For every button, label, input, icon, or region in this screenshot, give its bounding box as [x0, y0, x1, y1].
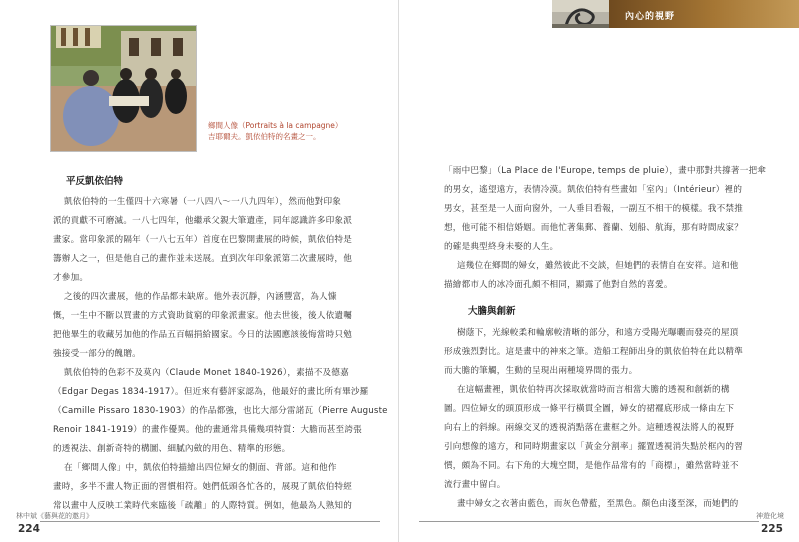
- image-caption: [208, 120, 343, 142]
- text-line: 慨，一生中不斷以買畫的方式資助貧窮的印象派畫家。他去世後，後人依遺囑: [53, 311, 352, 321]
- caption-line: 鄉間人像（Portraits à la campagne）: [208, 121, 343, 130]
- page-number: 225: [761, 523, 783, 535]
- chapter-title: 內心的視野: [625, 12, 676, 22]
- text-line: 的男女，遙望遠方，表情冷漠。凱依伯特有些畫如「室內」（Intérieur）裡的: [444, 185, 743, 195]
- text-line: 而大膽的筆觸，生動的呈現出兩種境界間的張力。: [444, 366, 638, 376]
- left-page: [0, 0, 399, 542]
- text-line: 樹蔭下，光線較柔和輪廓較清晰的部分，和遠方受陽光曝曬而發亮的屋頂: [457, 328, 739, 338]
- text-line: （Camille Pissaro 1830-1903）的作品都強，也比大部分雷諾瓦（Pierre Auguste: [53, 406, 388, 416]
- footer-rule: [419, 521, 759, 522]
- text-line: 流行畫中留白。: [444, 480, 506, 490]
- text-line: 引向想像的遠方，和同時期畫家以「黃金分割率」擺置透視消失點於框內的習: [444, 442, 743, 452]
- section-heading: 平反凱依伯特: [66, 176, 124, 187]
- text-line: 才參加。: [53, 273, 89, 283]
- text-line: 常以畫中人反映工業時代來臨後「疏離」的人際特質。例如，他最為人熟知的: [53, 501, 352, 511]
- text-line: 在「鄉間人像」中，凱依伯特描繪出四位婦女的側面、背部。這和他作: [64, 463, 337, 473]
- text-line: 籌辦人之一，但是他自己的畫作並未送展。直到次年印象派第二次畫展時，他: [53, 254, 352, 264]
- text-line: 把他畢生的收藏另加他的作品五百幅捐給國家。今日的法國應該後悔當時只勉: [53, 330, 352, 340]
- page-number: 224: [18, 523, 40, 535]
- text-line: 圖。四位婦女的頭頂形成一條平行橫貫全圖，婦女的裙襬底形成一條由左下: [444, 404, 735, 414]
- text-line: 派的貢獻不可磨滅。一八七四年，他繼承父親大筆遺產，同年認識許多印象派: [53, 216, 352, 226]
- text-line: 想，他可能不相信婚姻。而他忙著集郵、養蘭、划船、航海，那有時間成家？: [444, 223, 743, 233]
- text-line: 男女，甚至是一人面向窗外，一人垂目看報，一副互不相干的模樣。我不禁推: [444, 204, 743, 214]
- text-line: 凱依伯特的色彩不及莫內（Claude Monet 1840-1926），素描不及德嘉: [64, 368, 349, 378]
- section-name: 神遊化境: [756, 512, 784, 520]
- header-sculpture-image: [552, 0, 609, 28]
- text-line: 畫時，多半不畫人物正面的習慣相符。她們低頭各忙各的，展現了凱依伯特經: [53, 482, 352, 492]
- right-page: [399, 0, 799, 542]
- text-line: 慣，頗為不同。右下角的大塊空間，是他作品常有的「商標」，雖然當時並不: [444, 461, 739, 471]
- text-line: 凱依伯特的一生僅四十六寒暑（一八四八～一八九四年），然而他對印象: [64, 197, 342, 207]
- caption-line: 吉耶爾夫。凱依伯特的名畫之一。: [208, 132, 321, 141]
- text-line: 強接受一部分的餽贈。: [53, 349, 141, 359]
- text-line: 在這幅畫裡，凱依伯特再次採取就當時而言相當大膽的透視和創新的構: [457, 385, 730, 395]
- painting-image: [50, 25, 197, 152]
- text-line: （Edgar Degas 1834-1917）。但近來有藝評家認為，他最好的畫比所有畢沙羅: [53, 387, 369, 397]
- book-title: 林中斌《藝與花的邀月》: [16, 512, 93, 520]
- text-line: 畫中婦女之衣著由藍色，而灰色帶藍，至黑色。顏色由淺至深，而她們的: [457, 499, 739, 509]
- text-line: 的透視法、創新奇特的構圖、細膩內斂的用色、精準的形態。: [53, 444, 291, 454]
- text-line: 形成強烈對比。這是畫中的神來之筆。造船工程師出身的凱依伯特在此以精準: [444, 347, 743, 357]
- text-line: 的確是典型終身未娶的人生。: [444, 242, 559, 252]
- text-line: 畫家。當印象派的隔年（一八七五年）首度在巴黎開畫展的時候，凱依伯特是: [53, 235, 352, 245]
- text-line: 描繪都市人的冰冷面孔頗不相同，顯露了他對自然的喜愛。: [444, 280, 673, 290]
- text-line: 「雨中巴黎」（La Place de l'Europe, temps de pluie），畫中那對共撐著一把傘: [444, 166, 767, 176]
- section-heading: 大膽與創新: [468, 306, 516, 317]
- text-line: 向右上的斜線。兩線交叉的透視消點落在畫框之外。這種透視法將人的視野: [444, 423, 735, 433]
- text-line: Renoir 1841-1919）的畫作優異。他的畫通常具備幾項特質：大膽而甚至誇張: [53, 425, 362, 435]
- text-line: 之後的四次畫展，他的作品都未缺席。他外表沉靜，內涵豐富，為人慷: [64, 292, 337, 302]
- footer-rule: [40, 521, 380, 522]
- text-line: 這幾位在鄉間的婦女，雖然彼此不交談，但她們的表情自在安祥。這和他: [457, 261, 739, 271]
